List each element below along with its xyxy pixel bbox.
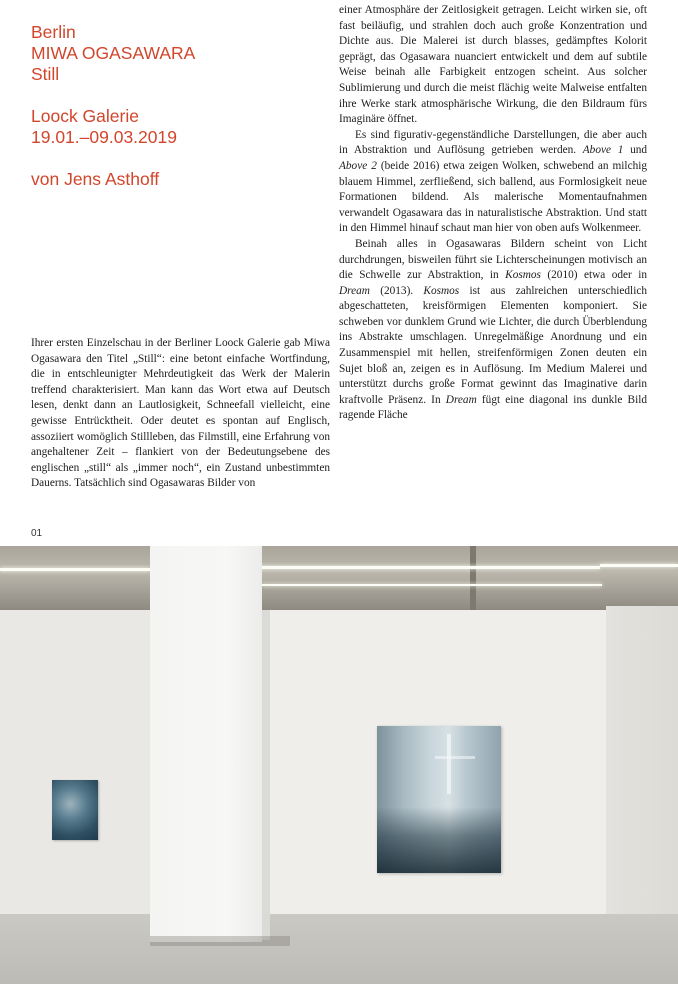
artwork-title: Dream	[339, 284, 370, 297]
article-header	[31, 22, 321, 190]
paragraph: Es sind figurativ-gegenständliche Darstellungen, die aber auch in Abstraktion und Auflösung getrieben werden. Above 1 und Above 2 (beide 2016) etwa zeigen Wolken, schwebend an milchig blauem Himmel, zerfließend, sich ballend, aus Formlosigkeit neue Formationen bildend. Als malerische Momentaufnahmen verwandelt Ogasawara das in naturalistische Abstraktion. Und statt in den Himmel hinauf schaut man hier von oben aufs Wolkenmeer.	[339, 128, 648, 235]
city: Berlin	[31, 22, 76, 42]
gallery-name: Loock Galerie	[31, 106, 139, 126]
ceiling-light	[0, 568, 150, 571]
left-text-column	[31, 336, 330, 492]
white-pillar	[150, 546, 262, 942]
ceiling-light	[600, 564, 678, 567]
artwork-title: Above 2	[339, 159, 377, 172]
gallery-wall-right	[606, 606, 678, 936]
pillar-side	[262, 610, 270, 940]
paragraph: einer Atmosphäre der Zeitlosigkeit getragen. Leicht wirken sie, oft fast beiläufig, und strahlen doch auch große Konzentration und Dichte aus. Die Malerei ist durch blasses, gedämpftes Kolorit geprägt, das Ogasawara nuanciert entwickelt und dem auf subtile Weise beinah alle Farbigkeit entzogen scheint. Aus solcher Sublimierung und durch die meist flächig weite Malweise entfalten ihre Werke stark atmosphärische Wirkung, die den Bildraum fürs Imaginäre öffnet.	[339, 4, 647, 126]
painting-small	[52, 780, 98, 840]
page-number: 01	[31, 528, 43, 539]
artwork-title: Dream	[445, 393, 477, 406]
artist-name: MIWA OGASAWARA	[31, 43, 196, 63]
exhibition-dates: 19.01.–09.03.2019	[31, 127, 177, 147]
ceiling-light	[250, 566, 600, 569]
ceiling-beam	[470, 546, 476, 610]
exhibition-title: Still	[31, 64, 60, 84]
gallery-installation-photo	[0, 546, 678, 984]
paragraph: Ihrer ersten Einzelschau in der Berliner Loock Galerie gab Miwa Ogasawara den Titel „Still“: eine betont einfache Wortfindung, die in entschleunigter Mehrdeutigkeit das Werk der Malerin treffend charakterisiert. Man kann das Wort etwa auf Deutsch lesen, denkt dann an Lautlosigkeit, Schneefall vielleicht, eine gewisse Entrücktheit. Oder deutet es spontan auf Englisch, assoziiert womöglich Stillleben, das Filmstill, eine Erfahrung von angehaltener Zeit – flankiert von der Bedeutungsebene des englischen „still“ als „immer noch“, ein Zustand unbestimmten Dauerns. Tatsächlich sind Ogasawaras Bilder von	[31, 337, 330, 490]
artwork-title: Above 1	[582, 144, 624, 157]
paragraph: Beinah alles in Ogasawaras Bildern scheint von Licht durchdrungen, bisweilen führt sie Lichterscheinungen motivisch an die Schwelle zur Abstraktion, in Kosmos (2010) etwa oder in Dream (2013). Kosmos ist aus zahlreichen unterschiedlich abgeschatteten, kreisförmigen Elementen komponiert. Sie schweben vor dunklem Grund wie Lichter, die durch Überblendung ins Abstrakte umschlagen. Unregelmäßige Anordnung und ein Zusammenspiel mit hellen, streifenförmigen Zonen deuten ein Sujet bloß an, zeigen es in Auflösung. Im Medium Malerei und unterstützt durchs große Format gewinnt das Imaginative darin kraftvolle Präsenz. In Dream fügt eine diagonal ins dunkle Bild ragende Fläche	[339, 237, 648, 422]
gallery-wall-left	[0, 610, 150, 915]
spacer	[31, 148, 321, 169]
artwork-title: Kosmos	[423, 284, 460, 297]
author-line: von Jens Asthoff	[31, 169, 160, 189]
ceiling-light	[262, 584, 602, 586]
spacer	[31, 85, 321, 106]
ceiling	[0, 546, 678, 610]
painting-large	[377, 726, 501, 873]
right-text-column	[339, 3, 647, 424]
artwork-title: Kosmos	[505, 269, 541, 282]
floor-shadow	[150, 936, 290, 946]
gallery-floor	[0, 914, 678, 984]
